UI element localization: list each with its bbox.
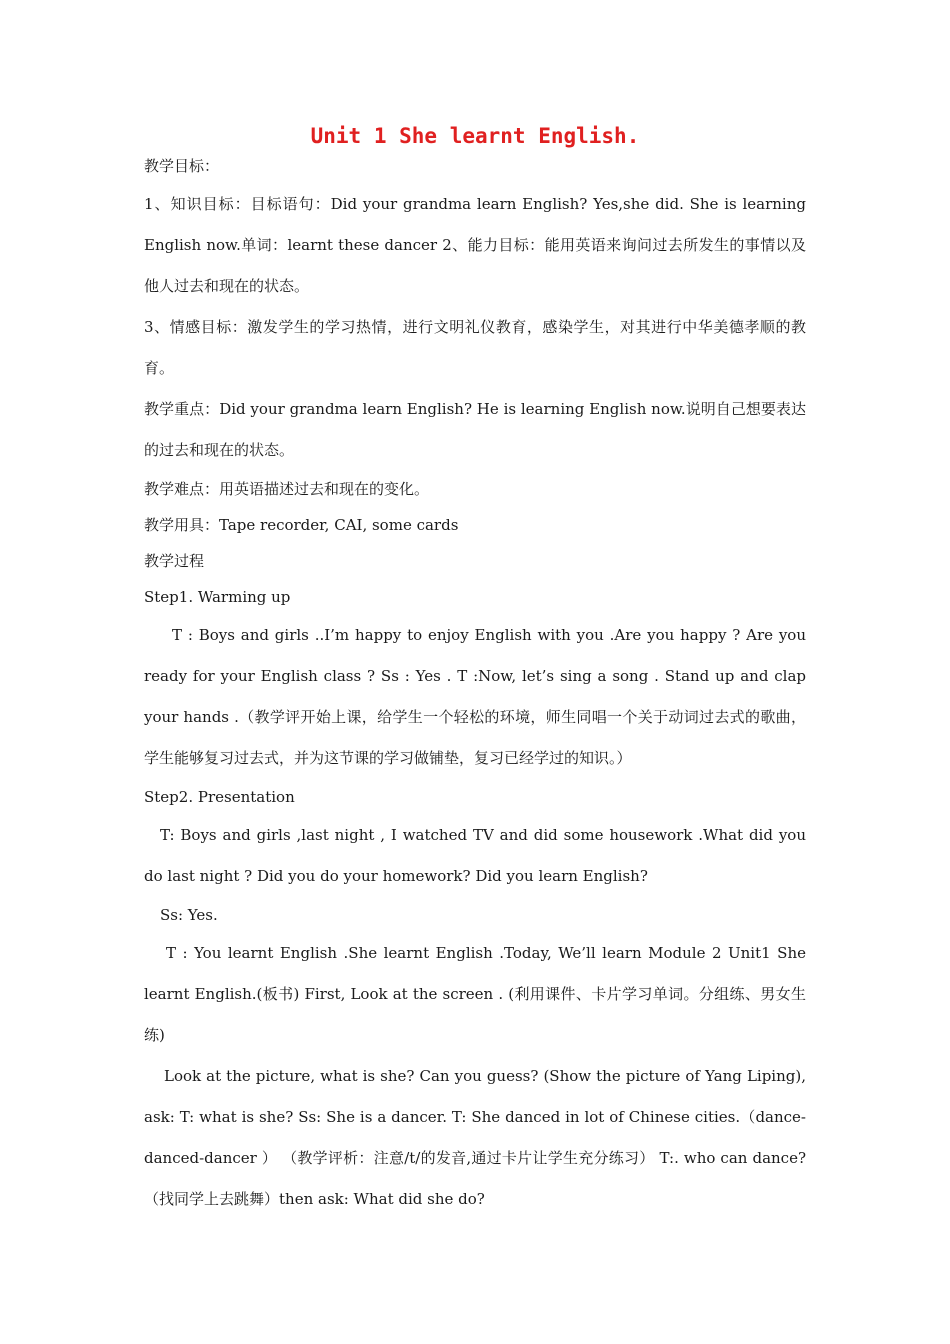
document-body	[144, 148, 806, 1220]
paragraph-knowledge-objective: 1、知识目标：目标语句：Did your grandma learn English? Yes,she did. She is learning English now.单词：learnt these dancer 2、能力目标：能用英语来询问过去所发生的事情以及他人过去和现在的状态。	[144, 195, 806, 295]
paragraph-emotional-objective: 3、情感目标：激发学生的学习热情，进行文明礼仪教育，感染学生，对其进行中华美德孝顺的教育。	[144, 318, 806, 377]
paragraph-presentation-teacher: T: Boys and girls ,last night , I watched TV and did some housework .What did you do last night ? Did you do your homework? Did you learn English?	[144, 826, 806, 885]
document-title: Unit 1 She learnt English.	[310, 124, 640, 148]
step-heading-presentation: Step2. Presentation	[144, 788, 295, 806]
paragraph-presentation-students: Ss: Yes.	[160, 906, 218, 924]
paragraph-key-points: 教学重点：Did your grandma learn English? He is learning English now.说明自己想要表达的过去和现在的状态。	[144, 400, 806, 459]
step-heading-warming-up: Step1. Warming up	[144, 588, 291, 606]
section-heading-process: 教学过程	[144, 552, 205, 570]
paragraph-warming-up-dialogue: T : Boys and girls ..I’m happy to enjoy English with you .Are you happy ? Are you ready for your English class ? Ss : Yes . T :Now, let’s sing a song . Stand up and clap your hands .（教学评开始上课，给学生一个轻松的环境，师生同唱一个关于动词过去式的歌曲，学生能够复习过去式，并为这节课的学习做铺垫，复习已经学过的知识。）	[144, 626, 806, 767]
paragraph-teaching-aids: 教学用具：Tape recorder, CAI, some cards	[144, 516, 459, 534]
paragraph-difficult-points: 教学难点：用英语描述过去和现在的变化。	[144, 480, 430, 498]
section-heading-objectives: 教学目标：	[144, 157, 220, 175]
paragraph-presentation-picture: Look at the picture, what is she? Can you guess? (Show the picture of Yang Liping), ask: T: what is she? Ss: She is a dancer. T: She danced in lot of Chinese cities.（dance-danced-dancer ） （教学评析：注意/t/的发音,通过卡片让学生充分练习） T:. who can dance?（找同学上去跳舞）then ask: What did she do?	[144, 1067, 806, 1208]
paragraph-presentation-module: T : You learnt English .She learnt English .Today, We’ll learn Module 2 Unit1 She learnt English.(板书) First, Look at the screen . (利用课件、卡片学习单词。分组练、男女生练)	[144, 944, 806, 1044]
